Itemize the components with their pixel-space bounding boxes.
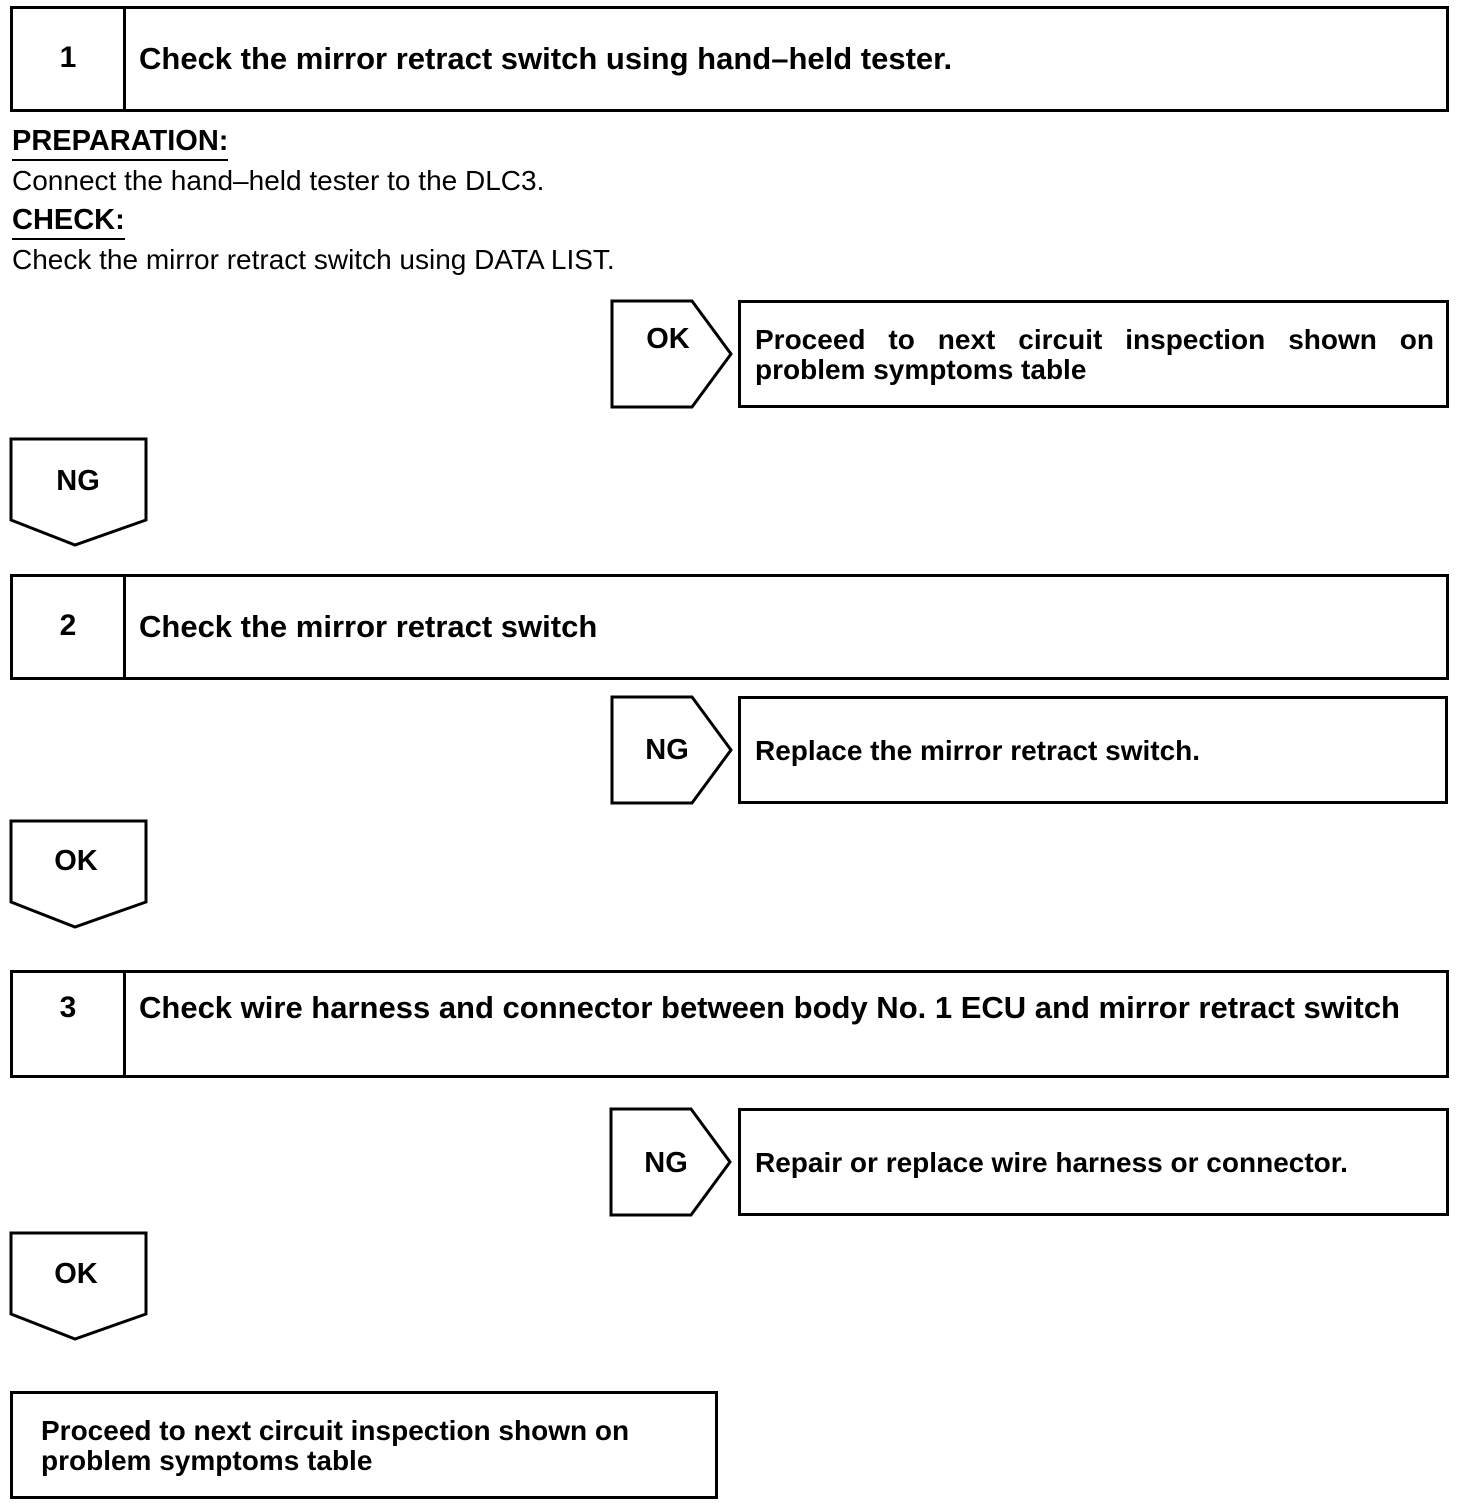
- step-3-ng-arrow: [611, 1109, 730, 1215]
- step-3-title: Check wire harness and connector between body No. 1 ECU and mirror retract switch: [139, 990, 1400, 1025]
- step-1-title: Check the mirror retract switch using hand–held tester.: [139, 41, 953, 76]
- check-text: Check the mirror retract switch using DATA LIST.: [12, 244, 615, 275]
- step-1-ng-arrow: [11, 439, 146, 545]
- step-2-number: 2: [13, 577, 126, 677]
- check-heading: CHECK:: [12, 203, 125, 240]
- step-3-ng-result-text: Repair or replace wire harness or connector.: [755, 1147, 1348, 1178]
- preparation-heading: PREPARATION:: [12, 124, 228, 161]
- step-3-ok-label: OK: [54, 1258, 98, 1290]
- step-1-ok-label: OK: [646, 323, 690, 355]
- step-3-number: 3: [13, 973, 126, 1075]
- step-3-ng-label: NG: [644, 1147, 688, 1179]
- step-2-ng-label: NG: [645, 734, 689, 766]
- step-1-ok-arrow: [612, 301, 731, 407]
- final-result-text: Proceed to next circuit inspection shown on problem symptoms table: [41, 1415, 630, 1476]
- step-2-ok-arrow: [11, 821, 146, 927]
- preparation-text: Connect the hand–held tester to the DLC3.: [12, 165, 545, 196]
- step-1-number: 1: [13, 9, 126, 109]
- step-3-ok-arrow: [11, 1233, 146, 1339]
- step-2-ok-label: OK: [54, 845, 98, 877]
- step-1-ng-label: NG: [56, 465, 100, 497]
- step-2-ng-arrow: [612, 697, 731, 803]
- step-1-ok-result-text: Proceed to next circuit inspection shown on problem symptoms table: [755, 324, 1434, 385]
- step-2-ng-result-text: Replace the mirror retract switch.: [755, 735, 1201, 766]
- step-2-title: Check the mirror retract switch: [139, 609, 598, 644]
